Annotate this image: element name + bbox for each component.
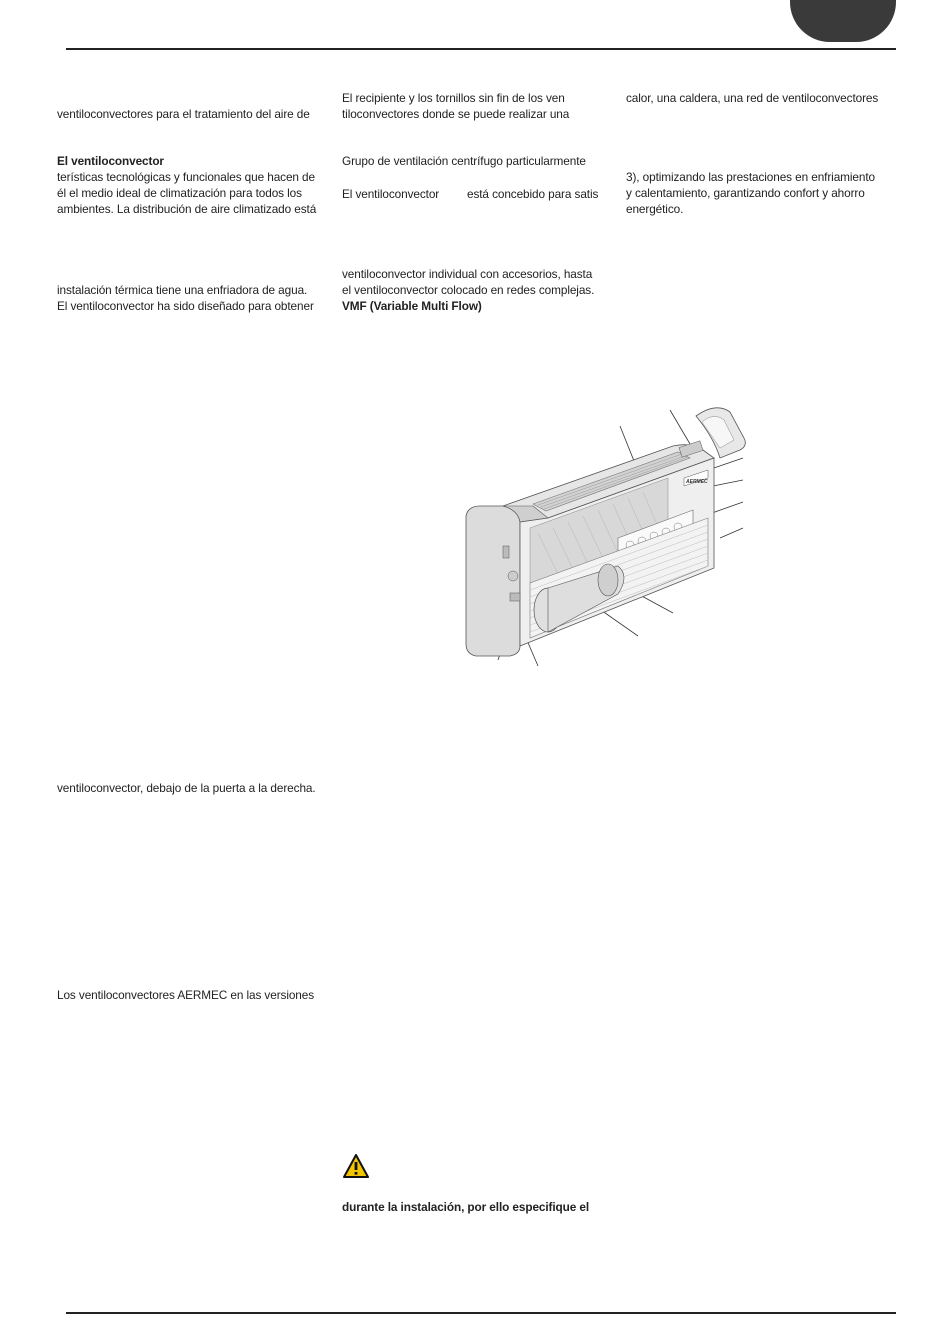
col2-line: tiloconvectores donde se puede realizar una (342, 107, 570, 121)
col1-line: él el medio ideal de climatización para todos los (57, 186, 302, 200)
col3-line: 3), optimizando las prestaciones en enfriamiento (626, 170, 875, 184)
col2-warning-text: durante la instalación, por ello especifique el (342, 1200, 590, 1214)
col1-heading: El ventiloconvector (57, 154, 164, 168)
col3-line: y calentamiento, garantizando confort y ahorro (626, 186, 865, 200)
col2-line: El recipiente y los tornillos sin fin de los ven (342, 91, 565, 105)
fancoil-illustration (458, 398, 758, 673)
col1-line: El ventiloconvector ha sido diseñado para obtener (57, 299, 314, 313)
col1-line: ventiloconvector, debajo de la puerta a la derecha. (57, 781, 316, 795)
col1-line: ventiloconvectores para el tratamiento del aire de (57, 107, 310, 121)
col1-line: terísticas tecnológicas y funcionales que hacen de (57, 170, 315, 184)
col1-line: instalación térmica tiene una enfriadora de agua. (57, 283, 308, 297)
col3-line: calor, una caldera, una red de ventiloconvectores (626, 91, 879, 105)
col2-line: El ventiloconvector (342, 187, 440, 201)
aermec-logo: AERMEC (686, 479, 708, 485)
col2-vmf-heading: VMF (Variable Multi Flow) (342, 299, 482, 313)
col1-line: Los ventiloconvectores AERMEC en las versiones (57, 988, 315, 1002)
col3-line: energético. (626, 202, 684, 216)
col2-line: el ventiloconvector colocado en redes complejas. (342, 283, 595, 297)
col1-line: ambientes. La distribución de aire climatizado está (57, 202, 317, 216)
chapter-tab (790, 0, 896, 42)
col2-line: está concebido para satis (467, 187, 599, 201)
header-rule (66, 48, 896, 50)
col2-line: ventiloconvector individual con accesorios, hasta (342, 267, 593, 281)
warning-triangle-icon (343, 1154, 369, 1178)
col2-line: Grupo de ventilación centrífugo particularmente (342, 154, 586, 168)
footer-rule (66, 1312, 896, 1314)
